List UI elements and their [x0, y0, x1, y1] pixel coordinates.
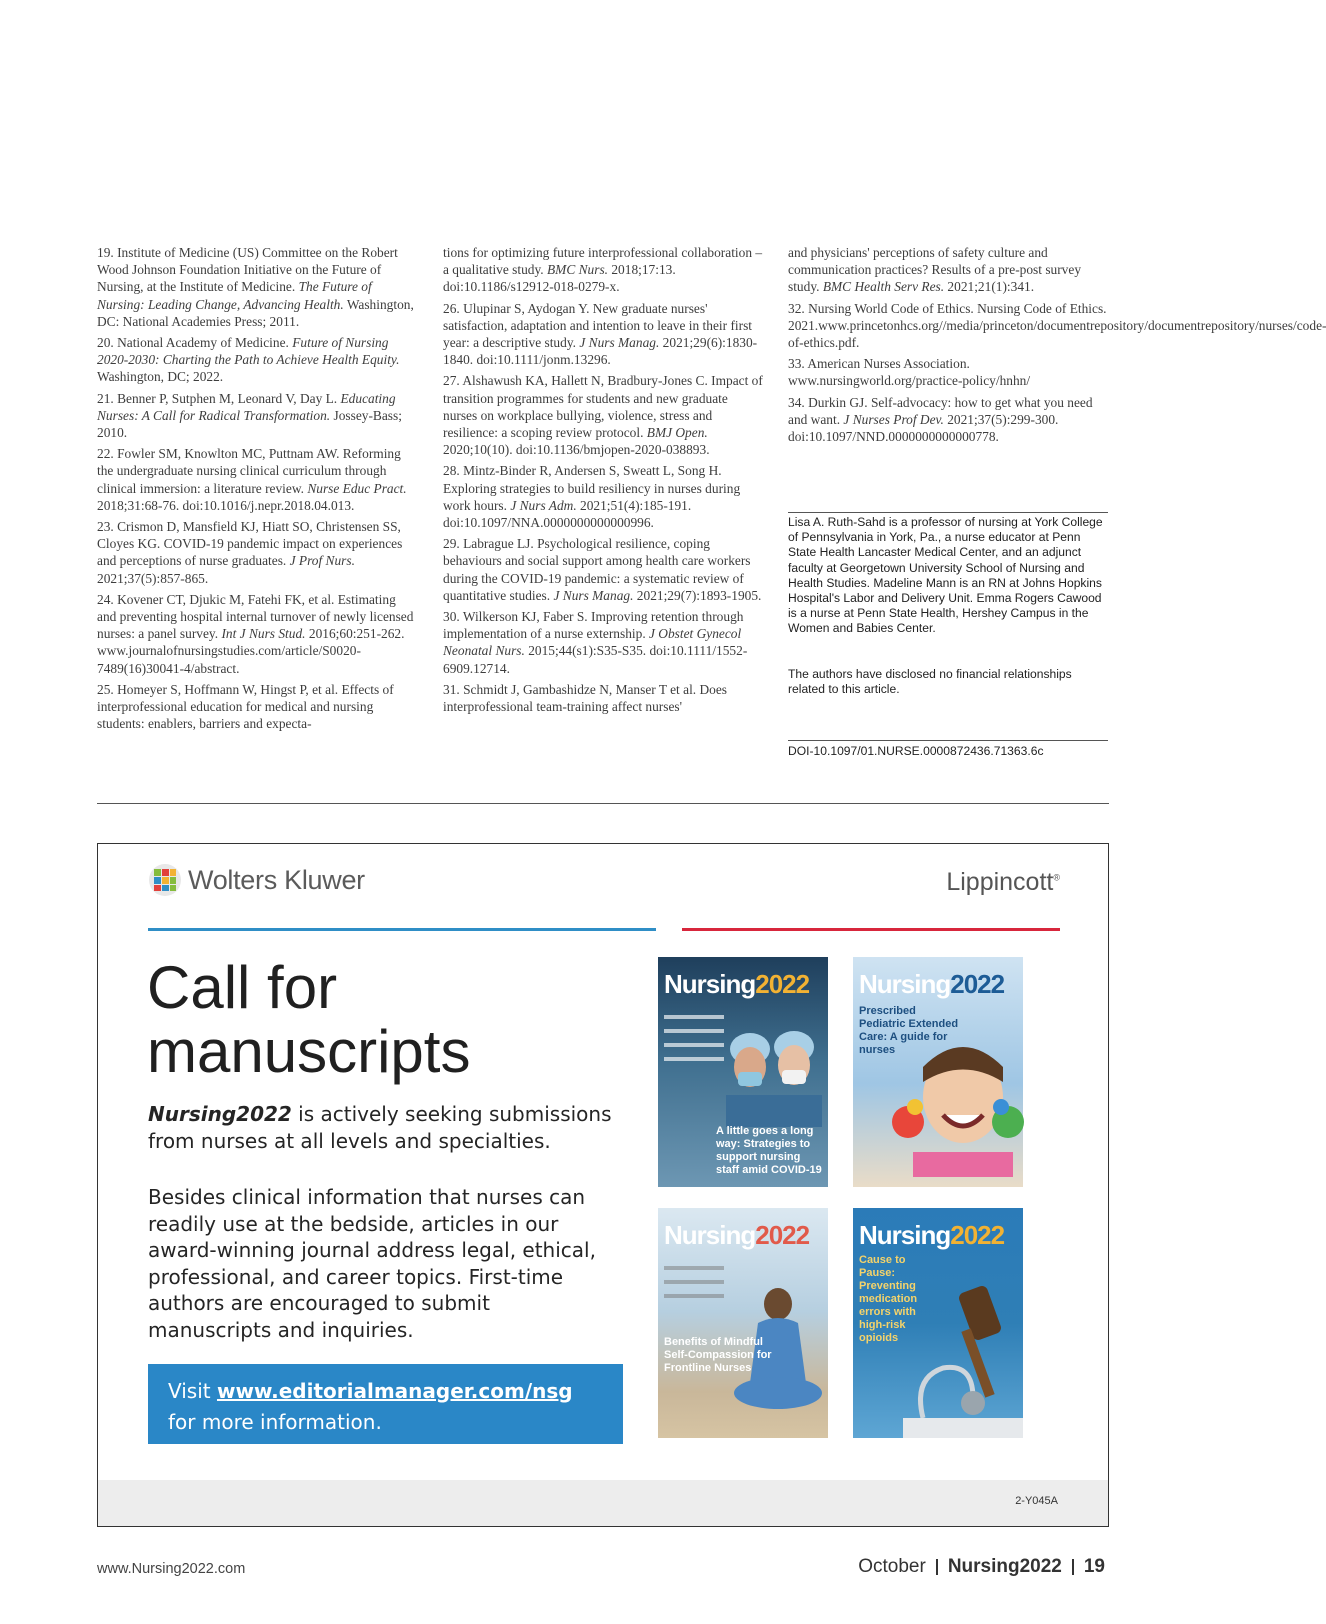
- reference-citation: 2021;37(5):857-865.: [97, 570, 209, 586]
- reference-source: Nurse Educ Pract.: [307, 480, 407, 496]
- reference-text: 31. Schmidt J, Gambashidze N, Manser T et al. Does interprofessional team-training affect nurses': [443, 681, 728, 715]
- cta-prefix: Visit: [168, 1379, 217, 1403]
- reference-citation: 2016;60:251-262. www.journalofnursingstudies.com/article/S0020-7489(16)30041-4/abstract.: [97, 626, 405, 676]
- reference-source: Future of Nursing 2020-2030: Charting the Path to Achieve Health Equity.: [97, 335, 400, 368]
- reference-text: 20. National Academy of Medicine.: [97, 335, 293, 351]
- cta-suffix: for more information.: [168, 1410, 382, 1434]
- reference-text: 23. Crismon D, Mansfield KJ, Hiatt SO, Christensen SS, Cloyes KG. COVID-19 pandemic impact on experiences and perceptions of nurse graduates.: [97, 519, 403, 569]
- reference-entry: [788, 355, 1108, 389]
- reference-source: J Nurs Adm.: [510, 497, 577, 513]
- lippincott-logo: [946, 868, 1060, 897]
- call-for-manuscripts-ad: [97, 843, 1109, 1527]
- reference-text: 34. Durkin GJ. Self-advocacy: how to get what you need and want.: [788, 394, 1093, 427]
- lead-rest: is actively seeking submissions from nurses at all levels and specialties.: [148, 1102, 612, 1153]
- reference-source: BMC Health Serv Res.: [822, 279, 945, 295]
- author-bio: Lisa A. Ruth-Sahd is a professor of nursing at York College of Pennsylvania in York, Pa., a nurse educator at Penn State Health Lancaster Medical Center, and an adjunct faculty at Georgetown University School of Nursing and Health Studies. Madeline Mann is an RN at Johns Hopkins Hospital's Labor and Delivery Unit. Emma Rogers Cawood is a nurse at Penn State Health, Hershey Campus in the Women and Babies Center.: [788, 515, 1103, 636]
- reference-citation: 2018;31:68-76. doi:10.1016/j.nepr.2018.04.013.: [97, 497, 355, 513]
- bio-top-rule: [788, 512, 1108, 513]
- reference-entry: [97, 334, 417, 386]
- reference-citation: Jossey-Bass; 2010.: [97, 407, 402, 441]
- reference-source: J Prof Nurs.: [289, 553, 355, 569]
- reference-text: 30. Wilkerson KJ, Faber S. Improving retention through implementation of a nurse externship.: [443, 609, 744, 642]
- footer-month: October: [858, 1556, 926, 1577]
- reference-source: BMJ Open.: [646, 425, 708, 441]
- reference-citation: 2020;10(10). doi:10.1136/bmjopen-2020-038893.: [443, 442, 710, 458]
- magazine-cover-3: [658, 1208, 828, 1438]
- submission-link-banner[interactable]: [148, 1364, 623, 1444]
- doi-rule: [788, 740, 1108, 741]
- reference-citation: Washington, DC: National Academies Press; 2011.: [97, 296, 414, 329]
- cover-headline: A little goes a long way: Strategies to support nursing staff amid COVID-19: [716, 1125, 822, 1176]
- reference-text: 29. Labrague LJ. Psychological resilience, coping behaviours and social support among health care workers during the COVID-19 pandemic: a systematic review of quantitative studies.: [443, 536, 751, 603]
- reference-entry: [97, 591, 417, 677]
- blue-accent-rule: [148, 928, 656, 931]
- ad-code: 2-Y045A: [1015, 1495, 1058, 1507]
- reference-source: J Obstet Gynecol Neonatal Nurs.: [443, 626, 742, 659]
- cover-year: 2022: [755, 1220, 810, 1250]
- reference-text: 21. Benner P, Sutphen M, Leonard V, Day L.: [97, 390, 341, 406]
- reference-source: Educating Nurses: A Call for Radical Transformation.: [97, 390, 396, 423]
- reference-entry: [443, 462, 763, 531]
- references-column-1: [97, 244, 417, 736]
- magazine-cover-4: [853, 1208, 1023, 1438]
- folio-separator: [936, 1559, 938, 1575]
- cover-headline: Prescribed Pediatric Extended Care: A guide for nurses: [859, 1005, 959, 1056]
- magazine-cover-2: [853, 957, 1023, 1187]
- reference-source: J Nurs Manag.: [579, 335, 660, 351]
- reference-text: tions for optimizing future interprofessional collaboration – a qualitative study.: [443, 245, 763, 278]
- reference-entry: [443, 535, 763, 604]
- reference-text: 33. American Nurses Association. www.nursingworld.org/practice-policy/hnhn/: [788, 356, 1031, 389]
- red-accent-rule: [682, 928, 1060, 931]
- reference-entry: [443, 608, 763, 677]
- reference-source: J Nurses Prof Dev.: [843, 411, 944, 427]
- reference-citation: 2015;44(s1):S35-S35. doi:10.1111/1552-6909.12714.: [443, 643, 748, 676]
- cover-year: 2022: [755, 969, 810, 999]
- reference-text: 27. Alshawush KA, Hallett N, Bradbury-Jones C. Impact of transition programmes for students and new graduate nurses on workplace bullying, violence, stress and resilience: a scoping review protocol.: [443, 373, 763, 441]
- reference-entry: [443, 244, 763, 296]
- reference-entry: [97, 518, 417, 587]
- cover-mast: Nursing: [664, 1220, 756, 1250]
- reference-source: Int J Nurs Stud.: [221, 626, 306, 642]
- cover-year: 2022: [950, 1220, 1005, 1250]
- reference-entry: [443, 372, 763, 458]
- section-divider: [97, 803, 1109, 804]
- reference-citation: 2021;29(7):1893-1905.: [633, 587, 762, 603]
- reference-entry: [97, 390, 417, 442]
- magazine-cover-1: [658, 957, 828, 1187]
- ad-footer-bar: [98, 1480, 1108, 1526]
- reference-entry: [97, 681, 417, 733]
- ad-body-text: Besides clinical information that nurses can readily use at the bedside, articles in our award-winning journal address legal, ethical, professional, and career topics. First-time authors are encouraged to submit manuscripts and inquiries.: [148, 1185, 596, 1342]
- reference-entry: [97, 445, 417, 514]
- reference-text: 28. Mintz-Binder R, Andersen S, Sweatt L, Song H. Exploring strategies to build resiliency in nurses during work hours.: [443, 463, 741, 513]
- page-number: 19: [1083, 1556, 1105, 1577]
- reference-entry: [788, 394, 1108, 446]
- reference-source: The Future of Nursing: Leading Change, Advancing Health.: [97, 279, 372, 312]
- reference-entry: [97, 244, 417, 330]
- editorial-manager-link[interactable]: www.editorialmanager.com/nsg: [216, 1379, 573, 1403]
- reference-text: 19. Institute of Medicine (US) Committee on the Robert Wood Johnson Foundation Initiative on the Future of Nursing, at the Institute of Medicine.: [97, 245, 398, 295]
- reference-entry: [443, 681, 763, 715]
- imprint-name: Lippincott: [946, 868, 1054, 896]
- footer-journal: Nursing2022: [947, 1556, 1062, 1577]
- reference-entry: [788, 300, 1326, 352]
- disclosure-statement: The authors have disclosed no financial relationships related to this article.: [788, 667, 1072, 697]
- reference-text: 22. Fowler SM, Knowlton MC, Puttnam AW. Reforming the undergraduate nursing clinical curriculum through clinical immersion: a literature review.: [97, 446, 401, 496]
- reference-citation: 2021;51(4):185-191. doi:10.1097/NNA.0000000000000996.: [443, 497, 692, 531]
- reference-entry: [788, 244, 1108, 296]
- reference-citation: 2021;29(6):1830-1840. doi:10.1111/jonm.13296.: [443, 335, 758, 368]
- article-doi: DOI-10.1097/01.NURSE.0000872436.71363.6c: [788, 744, 1044, 758]
- reference-source: J Nurs Manag.: [553, 587, 634, 603]
- cover-mast: Nursing: [664, 969, 756, 999]
- wolters-kluwer-mark-icon: [148, 863, 182, 897]
- footer-site-url[interactable]: www.Nursing2022.com: [97, 1561, 246, 1577]
- reference-citation: 2021;21(1):341.: [944, 279, 1035, 295]
- reference-text: 24. Kovener CT, Djukic M, Fatehi FK, et al. Estimating and preventing hospital internal turnover of newly licensed nurses: a panel survey.: [97, 591, 414, 642]
- reference-source: BMC Nurs.: [547, 262, 609, 278]
- reference-citation: Washington, DC; 2022.: [97, 369, 224, 385]
- reference-citation: 2018;17:13. doi:10.1186/s12912-018-0279-x.: [443, 262, 676, 295]
- cover-headline: Cause to Pause: Preventing medication errors with high-risk opioids: [859, 1254, 918, 1344]
- references-column-3: [788, 244, 1326, 449]
- reference-text: 32. Nursing World Code of Ethics. Nursing Code of Ethics. 2021.www.princetonhcs.org//media/princeton/documentrepository/documentrepository/nurses/code-of-ethics.pdf.: [788, 300, 1326, 351]
- reference-entry: [443, 300, 763, 369]
- reference-text: and physicians' perceptions of safety culture and communication practices? Results of a pre-post survey study.: [788, 245, 1082, 295]
- nurses-photo-icon: [718, 1017, 828, 1127]
- cover-year: 2022: [950, 969, 1005, 999]
- ad-headline: Call for manuscripts: [147, 954, 471, 1085]
- journal-name: Nursing2022: [148, 1102, 292, 1126]
- reference-citation: 2021;37(5):299-300. doi:10.1097/NND.0000000000000778.: [788, 411, 1059, 445]
- cover-mast: Nursing: [859, 969, 951, 999]
- ad-lead-text: [148, 1101, 618, 1154]
- references-column-2: [443, 244, 763, 719]
- publisher-name: Wolters Kluwer: [188, 864, 365, 895]
- page-folio: [858, 1556, 1105, 1578]
- cover-mast: Nursing: [859, 1220, 951, 1250]
- registered-mark: ®: [1053, 872, 1060, 883]
- cover-headline: Benefits of Mindful Self-Compassion for Frontline Nurses: [664, 1336, 772, 1374]
- wolters-kluwer-logo: [148, 863, 365, 897]
- reference-text: 25. Homeyer S, Hoffmann W, Hingst P, et al. Effects of interprofessional education for medical and nursing students: enablers, barriers and expecta-: [97, 681, 394, 732]
- folio-separator: [1072, 1559, 1074, 1575]
- reference-text: 26. Ulupinar S, Aydogan Y. New graduate nurses' satisfaction, adaptation and intention to leave in their first year: a descriptive study.: [443, 300, 753, 351]
